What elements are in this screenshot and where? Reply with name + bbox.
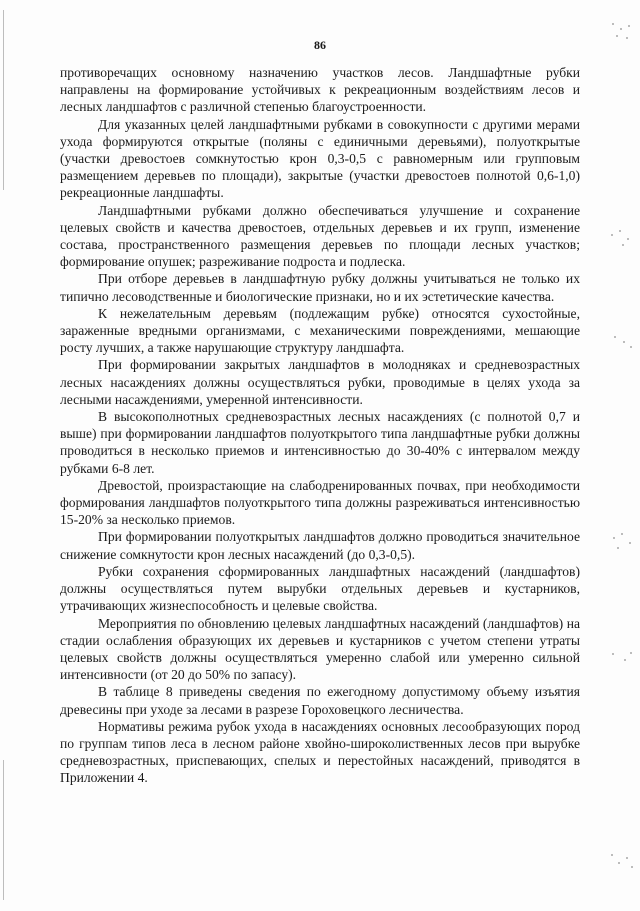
paragraph: В таблице 8 приведены сведения по ежегодному допустимому объему изъятия древесины при уходе за лесами в разрезе Гороховецкого лесничества. [60,684,580,717]
scan-speckle [608,850,636,872]
paragraph: При отборе деревьев в ландшафтную рубку должны учитываться не только их типично лесоводственные и биологические признаки, но и их эстетические качества. [60,271,580,304]
page-number: 86 [314,38,326,52]
paragraph: При формировании закрытых ландшафтов в молодняках и средневозрастных лесных насаждениях должны осуществляться рубки, проводимые в целях ухода за лесными насаждениями, умеренной интенсивности. [60,357,580,407]
paragraph: Для указанных целей ландшафтными рубками в совокупности с другими мерами ухода формируются открытые (поляны с единичными деревьями), полуоткрытые (участки древостоев сомкнутостью крон 0,3-0,5 с равномерным или групповым размещением деревьев по площади), закрытые (участки древостоев полнотой 0,6-1,0) рекреационные ландшафты. [60,116,580,201]
paragraph: При формировании полуоткрытых ландшафтов должно проводиться значительное снижение сомкнутости крон лесных насаждений (до 0,3-0,5). [60,529,580,562]
scan-speckle [608,228,636,250]
scan-speckle [608,332,636,354]
paragraph: Нормативы режима рубок ухода в насаждениях основных лесообразующих пород по группам типов леса в лесном районе хвойно-широколиственных лесов при вырубке средневозрастных, приспевающих, спелых и перестойных насаждений, приводятся в Приложении 4. [60,718,580,786]
paragraph: Мероприятия по обновлению целевых ландшафтных насаждений (ландшафтов) на стадии ослабления образующих их деревьев и кустарников с учетом степени утраты целевых свойств должны осуществляться умеренно слабой или умеренно сильной интенсивности (от 20 до 50% по запасу). [60,615,580,683]
scan-speckle [608,530,636,552]
scan-left-edge [3,760,4,900]
paragraph: К нежелательным деревьям (подлежащим рубке) относятся сухостойные, зараженные вредными организмами, с механическими повреждениями, мешающие росту лучших, а также нарушающие структуру ландшафта. [60,305,580,356]
paragraph: В высокополнотных средневозрастных лесных насаждениях (с полнотой 0,7 и выше) при формировании ландшафтов полуоткрытого типа ландшафтные рубки должны проводиться в несколько приемов и интенсивностью до 30-40% с интервалом между рубками 6-8 лет. [60,409,580,476]
body-text [60,64,580,787]
paragraph: Древостой, произрастающие на слабодренированных почвах, при необходимости формирования ландшафтов полуоткрытого типа должны разреживаться интенсивностью 15-20% за несколько приемов. [60,477,580,528]
paragraph: противоречащих основному назначению участков лесов. Ландшафтные рубки направлены на формирование устойчивых к рекреационным воздействиям лесов и лесных ландшафтов с различной степенью благоустроенности. [60,65,580,115]
paragraph: Рубки сохранения сформированных ландшафтных насаждений (ландшафтов) должны осуществляться путем вырубки отдельных деревьев и кустарников, утрачивающих жизнеспособность и целевые свойства. [60,563,580,614]
paragraph: Ландшафтными рубками должно обеспечиваться улучшение и сохранение целевых свойств и качества древостоев, отдельных деревьев и их групп, изменение состава, пространственного размещения деревьев по площади лесных участков; формирование опушек; разреживание подроста и подлеска. [60,202,580,270]
scan-speckle [608,648,636,670]
scan-speckle [608,20,636,42]
scan-left-edge [3,10,4,190]
